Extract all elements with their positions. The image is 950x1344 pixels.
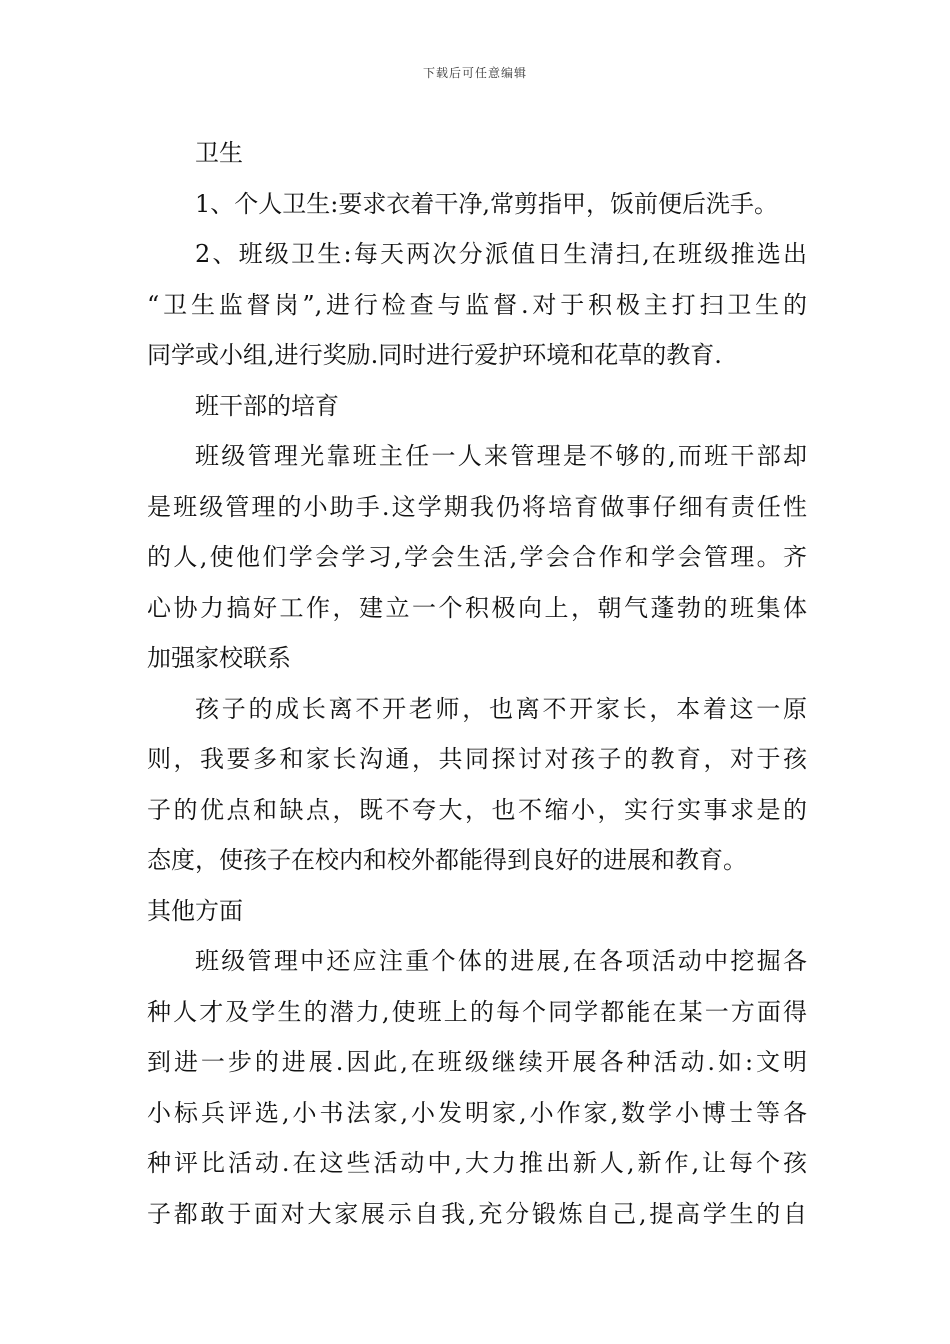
body-line: 班级管理中还应注重个体的进展,在各项活动中挖掘各	[195, 947, 807, 975]
section-heading-other: 其他方面	[147, 896, 243, 925]
body-line: 则，我要多和家长沟通，共同探讨对孩子的教育，对于孩	[147, 745, 807, 773]
body-line: 1、个人卫生:要求衣着干净,常剪指甲，饭前便后洗手。	[195, 189, 778, 218]
body-line: 是班级管理的小助手.这学期我仍将培育做事仔细有责任性	[147, 492, 807, 521]
body-line: 种人才及学生的潜力,使班上的每个同学都能在某一方面得	[147, 997, 807, 1026]
body-line: 到进一步的进展.因此,在班级继续开展各种活动.如:文明	[147, 1048, 807, 1076]
body-line: 小标兵评选,小书法家,小发明家,小作家,数学小博士等各	[147, 1098, 807, 1127]
body-line: “卫生监督岗”,进行检查与监督.对于积极主打扫卫生的	[147, 290, 807, 319]
body-line: 孩子的成长离不开老师，也离不开家长，本着这一原	[195, 694, 807, 723]
body-line: 子都敢于面对大家展示自我,充分锻炼自己,提高学生的自	[147, 1199, 807, 1228]
body-line: 子的优点和缺点，既不夸大，也不缩小，实行实事求是的	[147, 795, 807, 824]
document-body	[147, 128, 807, 1239]
body-line: 的人,使他们学会学习,学会生活,学会合作和学会管理。齐	[147, 543, 807, 571]
body-line: 心协力搞好工作，建立一个积极向上，朝气蓬勃的班集体	[147, 593, 807, 622]
body-line: 态度，使孩子在校内和校外都能得到良好的进展和教育。	[147, 846, 747, 874]
body-line: 同学或小组,进行奖励.同时进行爱护环境和花草的教育.	[147, 341, 722, 369]
section-heading-hygiene: 卫生	[195, 139, 243, 167]
page-header: 下载后可任意编辑	[422, 66, 527, 80]
section-heading-home-school: 加强家校联系	[147, 644, 291, 672]
body-line: 班级管理光靠班主任一人来管理是不够的,而班干部却	[195, 442, 807, 470]
body-line: 种评比活动.在这些活动中,大力推出新人,新作,让每个孩	[147, 1149, 807, 1177]
section-heading-class-cadres: 班干部的培育	[195, 391, 339, 420]
body-line: 2、班级卫生:每天两次分派值日生清扫,在班级推选出	[195, 240, 807, 268]
